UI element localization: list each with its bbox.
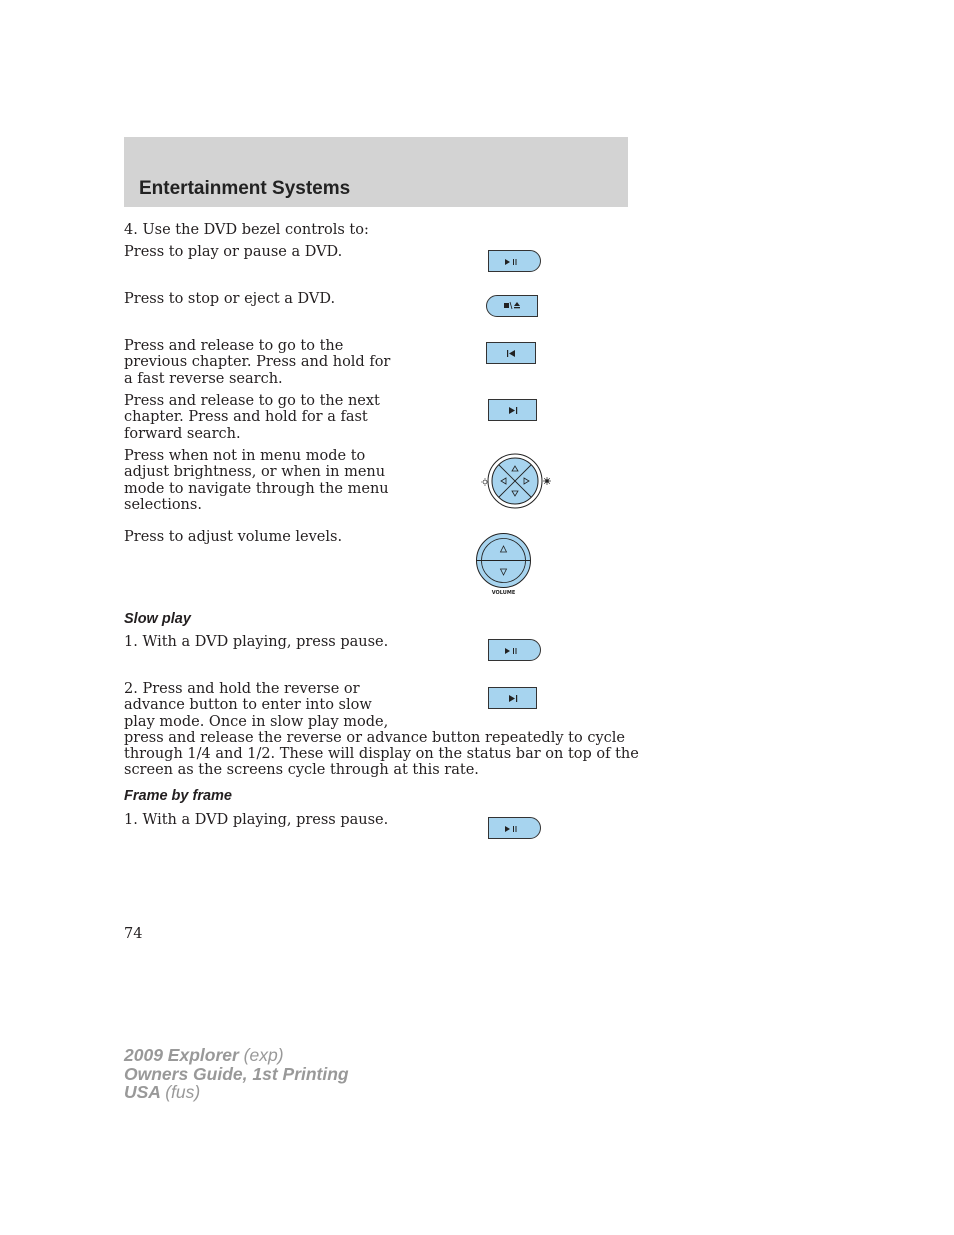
play-pause-icon: [489, 251, 542, 273]
play-pause-text: Press to play or pause a DVD.: [124, 244, 343, 260]
page-number: 74: [124, 926, 143, 942]
stop-eject-icon: [487, 296, 539, 318]
intro-text: 4. Use the DVD bezel controls to:: [124, 222, 369, 238]
play-pause-button[interactable]: [488, 250, 541, 272]
volume-dial[interactable]: [474, 531, 534, 597]
frame-by-frame-pause-button[interactable]: [488, 817, 541, 839]
volume-label: VOLUME: [491, 590, 516, 596]
slow-play-step-2: 2. Press and hold the reverse or advance button to enter into slow play mode. Once in slow play mode, press and release the reverse or advance button repeatedly to cycle through 1/4 and 1/2. These will display on the status bar on top of the screen as the screens cycle through at this rate.: [124, 681, 639, 779]
bright-brightness-icon: [543, 477, 551, 485]
play-pause-icon: [489, 818, 542, 840]
brightness-text: Press when not in menu mode to adjust brightness, or when in menu mode to navigate through the menu selections.: [124, 448, 389, 513]
footer-model: 2009 Explorer: [124, 1045, 239, 1065]
stop-eject-text: Press to stop or eject a DVD.: [124, 291, 336, 307]
next-text: Press and release to go to the next chapter. Press and hold for a fast forward search.: [124, 393, 380, 442]
section-title: Entertainment Systems: [139, 178, 351, 199]
footer-region-code: (fus): [165, 1082, 201, 1102]
stop-eject-button[interactable]: [486, 295, 538, 317]
slow-play-step-1: 1. With a DVD playing, press pause.: [124, 634, 389, 650]
previous-chapter-button[interactable]: [486, 342, 536, 364]
previous-text: Press and release to go to the previous chapter. Press and hold for a fast reverse search.: [124, 338, 391, 387]
next-chapter-button[interactable]: [488, 399, 537, 421]
slow-play-pause-button[interactable]: [488, 639, 541, 661]
next-chapter-icon: [489, 400, 538, 422]
frame-by-frame-heading: Frame by frame: [124, 788, 232, 804]
footer-guide: Owners Guide, 1st Printing: [124, 1063, 349, 1084]
frame-by-frame-step-1: 1. With a DVD playing, press pause.: [124, 812, 389, 828]
footer-region: USA: [124, 1082, 161, 1102]
play-pause-icon: [489, 640, 542, 662]
slow-play-advance-button[interactable]: [488, 687, 537, 709]
menu-navigation-dial[interactable]: [478, 452, 552, 512]
footer: [124, 1046, 349, 1102]
slow-play-heading: Slow play: [124, 611, 191, 627]
footer-model-code: (exp): [243, 1045, 284, 1065]
next-chapter-icon: [489, 688, 538, 710]
previous-chapter-icon: [487, 343, 537, 365]
volume-text: Press to adjust volume levels.: [124, 529, 343, 545]
